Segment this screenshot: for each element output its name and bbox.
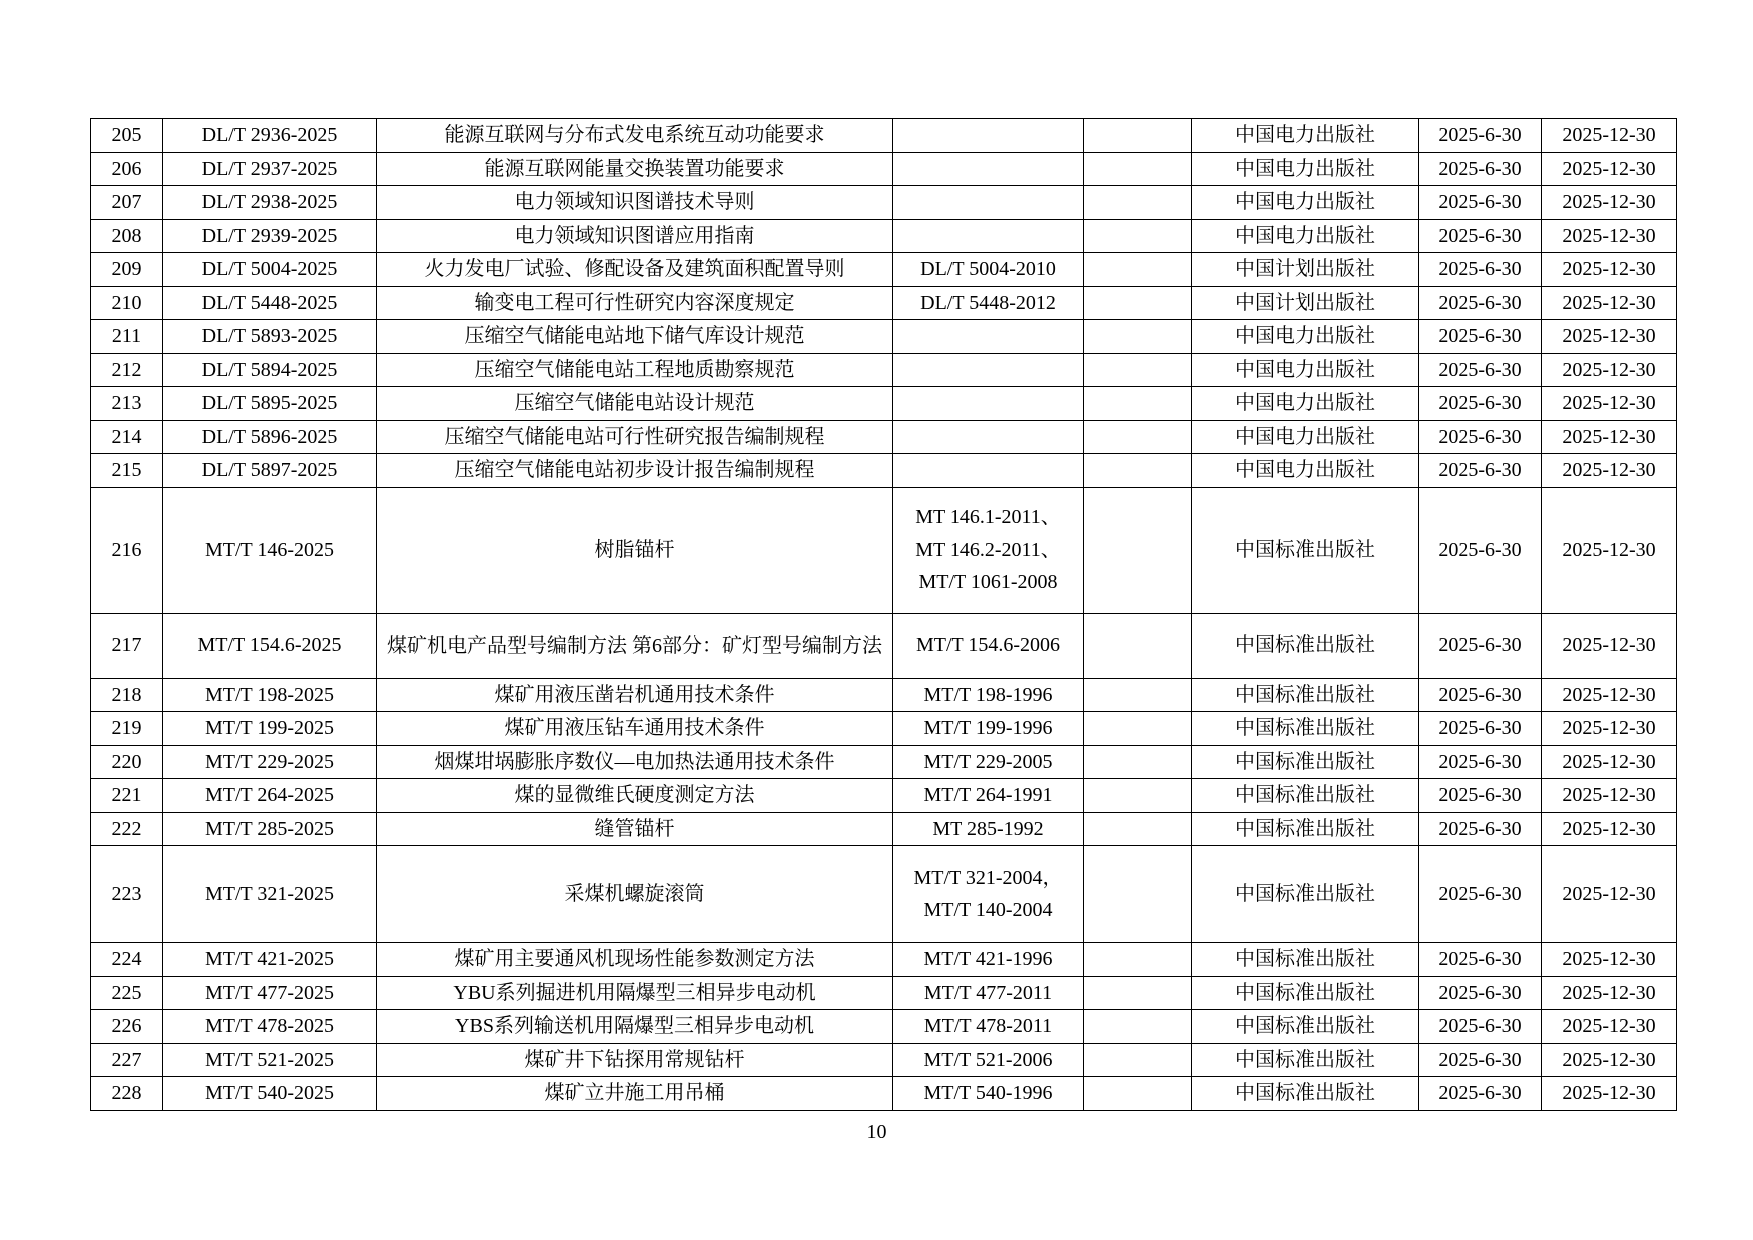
adopted-standard <box>1084 353 1192 387</box>
publish-date: 2025-6-30 <box>1419 712 1542 746</box>
implement-date: 2025-12-30 <box>1542 1043 1677 1077</box>
replaced-standard-code: MT/T 421-1996 <box>923 948 1053 970</box>
row-number: 222 <box>91 812 163 846</box>
publisher: 中国标准出版社 <box>1192 1043 1419 1077</box>
table-row <box>91 186 1677 220</box>
standard-code: MT/T 478-2025 <box>163 1010 377 1044</box>
adopted-standard <box>1084 152 1192 186</box>
standard-name: 煤矿用液压钻车通用技术条件 <box>377 712 893 746</box>
publish-date: 2025-6-30 <box>1419 846 1542 943</box>
standard-name: 电力领域知识图谱应用指南 <box>377 219 893 253</box>
row-number: 221 <box>91 779 163 813</box>
standard-name: 煤矿用液压凿岩机通用技术条件 <box>377 678 893 712</box>
replaced-standards <box>893 976 1084 1010</box>
row-number: 205 <box>91 119 163 153</box>
standard-name: 煤的显微维氏硬度测定方法 <box>377 779 893 813</box>
table-row <box>91 1010 1677 1044</box>
standard-code: DL/T 5895-2025 <box>163 387 377 421</box>
standard-name: 煤矿井下钻探用常规钻杆 <box>377 1043 893 1077</box>
standard-code: MT/T 285-2025 <box>163 812 377 846</box>
standard-name: YBS系列输送机用隔爆型三相异步电动机 <box>377 1010 893 1044</box>
row-number: 214 <box>91 420 163 454</box>
implement-date: 2025-12-30 <box>1542 454 1677 488</box>
replaced-standard-code: MT/T 521-2006 <box>923 1048 1053 1071</box>
implement-date: 2025-12-30 <box>1542 119 1677 153</box>
adopted-standard <box>1084 779 1192 813</box>
replaced-standards <box>893 454 1084 488</box>
adopted-standard <box>1084 712 1192 746</box>
table-row <box>91 613 1677 678</box>
implement-date: 2025-12-30 <box>1542 286 1677 320</box>
standard-code: MT/T 521-2025 <box>163 1043 377 1077</box>
replaced-standards <box>893 943 1084 977</box>
publisher: 中国标准出版社 <box>1192 712 1419 746</box>
publish-date: 2025-6-30 <box>1419 420 1542 454</box>
adopted-standard <box>1084 186 1192 220</box>
replaced-standards <box>893 1010 1084 1044</box>
adopted-standard <box>1084 846 1192 943</box>
standard-name: 压缩空气储能电站地下储气库设计规范 <box>377 320 893 354</box>
standard-code: DL/T 2937-2025 <box>163 152 377 186</box>
publish-date: 2025-6-30 <box>1419 286 1542 320</box>
standard-code: DL/T 5897-2025 <box>163 454 377 488</box>
table-row <box>91 320 1677 354</box>
implement-date: 2025-12-30 <box>1542 487 1677 613</box>
standard-name: 采煤机螺旋滚筒 <box>377 846 893 943</box>
replaced-standards <box>893 186 1084 220</box>
row-number: 218 <box>91 678 163 712</box>
standard-code: DL/T 5896-2025 <box>163 420 377 454</box>
implement-date: 2025-12-30 <box>1542 152 1677 186</box>
replaced-standards <box>893 286 1084 320</box>
adopted-standard <box>1084 943 1192 977</box>
publisher: 中国标准出版社 <box>1192 779 1419 813</box>
standard-code: MT/T 229-2025 <box>163 745 377 779</box>
page-number: 10 <box>866 1121 887 1143</box>
adopted-standard <box>1084 119 1192 153</box>
replaced-standards <box>893 678 1084 712</box>
publisher: 中国计划出版社 <box>1192 253 1419 287</box>
replaced-standards <box>893 1043 1084 1077</box>
implement-date: 2025-12-30 <box>1542 976 1677 1010</box>
replaced-standards <box>893 613 1084 678</box>
standard-name: 压缩空气储能电站可行性研究报告编制规程 <box>377 420 893 454</box>
adopted-standard <box>1084 253 1192 287</box>
replaced-standards <box>893 219 1084 253</box>
replaced-standards <box>893 1077 1084 1111</box>
implement-date: 2025-12-30 <box>1542 253 1677 287</box>
table-row <box>91 712 1677 746</box>
table-body <box>91 119 1677 1111</box>
publish-date: 2025-6-30 <box>1419 943 1542 977</box>
table-row <box>91 152 1677 186</box>
adopted-standard <box>1084 487 1192 613</box>
row-number: 210 <box>91 286 163 320</box>
table-row <box>91 219 1677 253</box>
publisher: 中国电力出版社 <box>1192 353 1419 387</box>
row-number: 225 <box>91 976 163 1010</box>
table-row <box>91 943 1677 977</box>
table-row <box>91 976 1677 1010</box>
publish-date: 2025-6-30 <box>1419 119 1542 153</box>
adopted-standard <box>1084 320 1192 354</box>
publisher: 中国标准出版社 <box>1192 976 1419 1010</box>
standard-code: DL/T 2936-2025 <box>163 119 377 153</box>
replaced-standard-code: MT 285-1992 <box>932 817 1044 840</box>
publish-date: 2025-6-30 <box>1419 779 1542 813</box>
replaced-standard-code: MT/T 229-2005 <box>923 750 1053 773</box>
publisher: 中国标准出版社 <box>1192 745 1419 779</box>
replaced-standard-code: MT/T 198-1996 <box>923 683 1053 706</box>
standard-name: 电力领域知识图谱技术导则 <box>377 186 893 220</box>
publisher: 中国计划出版社 <box>1192 286 1419 320</box>
row-number: 215 <box>91 454 163 488</box>
standard-name: YBU系列掘进机用隔爆型三相异步电动机 <box>377 976 893 1010</box>
publisher: 中国标准出版社 <box>1192 1010 1419 1044</box>
replaced-standard-code: MT/T 478-2011 <box>923 1015 1053 1037</box>
implement-date: 2025-12-30 <box>1542 420 1677 454</box>
replaced-standard-code: MT 146.1-2011、 <box>915 506 1061 529</box>
row-number: 223 <box>91 846 163 943</box>
table-row <box>91 353 1677 387</box>
replaced-standard-code: MT/T 264-1991 <box>923 784 1053 806</box>
standard-code: MT/T 198-2025 <box>163 678 377 712</box>
implement-date: 2025-12-30 <box>1542 387 1677 421</box>
implement-date: 2025-12-30 <box>1542 353 1677 387</box>
publisher: 中国标准出版社 <box>1192 846 1419 943</box>
standard-name: 树脂锚杆 <box>377 487 893 613</box>
replaced-standards <box>893 152 1084 186</box>
row-number: 211 <box>91 320 163 354</box>
publish-date: 2025-6-30 <box>1419 186 1542 220</box>
adopted-standard <box>1084 1043 1192 1077</box>
implement-date: 2025-12-30 <box>1542 846 1677 943</box>
replaced-standard-code: MT/T 154.6-2006 <box>915 634 1061 657</box>
row-number: 212 <box>91 353 163 387</box>
publish-date: 2025-6-30 <box>1419 678 1542 712</box>
standard-code: DL/T 5448-2025 <box>163 286 377 320</box>
adopted-standard <box>1084 745 1192 779</box>
publisher: 中国标准出版社 <box>1192 812 1419 846</box>
implement-date: 2025-12-30 <box>1542 1010 1677 1044</box>
row-number: 208 <box>91 219 163 253</box>
table-row <box>91 420 1677 454</box>
replaced-standard-code: MT 146.2-2011、 <box>915 538 1061 561</box>
publisher: 中国电力出版社 <box>1192 454 1419 488</box>
implement-date: 2025-12-30 <box>1542 613 1677 678</box>
replaced-standards <box>893 353 1084 387</box>
publish-date: 2025-6-30 <box>1419 387 1542 421</box>
replaced-standard-code: MT/T 321-2004， <box>913 866 1063 889</box>
table-row <box>91 779 1677 813</box>
publisher: 中国标准出版社 <box>1192 678 1419 712</box>
replaced-standard-code: DL/T 5448-2012 <box>920 291 1056 314</box>
standard-name: 能源互联网能量交换装置功能要求 <box>377 152 893 186</box>
implement-date: 2025-12-30 <box>1542 745 1677 779</box>
publisher: 中国标准出版社 <box>1192 1077 1419 1111</box>
standard-name: 压缩空气储能电站初步设计报告编制规程 <box>377 454 893 488</box>
publisher: 中国标准出版社 <box>1192 943 1419 977</box>
publisher: 中国电力出版社 <box>1192 186 1419 220</box>
publish-date: 2025-6-30 <box>1419 745 1542 779</box>
table-row <box>91 812 1677 846</box>
table-row <box>91 286 1677 320</box>
replaced-standard-code: MT/T 477-2011 <box>923 981 1053 1004</box>
table-row <box>91 1077 1677 1111</box>
replaced-standards <box>893 812 1084 846</box>
standard-code: DL/T 5894-2025 <box>163 353 377 387</box>
standard-code: MT/T 264-2025 <box>163 779 377 813</box>
table-row <box>91 387 1677 421</box>
implement-date: 2025-12-30 <box>1542 812 1677 846</box>
table-row <box>91 487 1677 613</box>
standard-name: 煤矿立井施工用吊桶 <box>377 1077 893 1111</box>
standard-name: 煤矿机电产品型号编制方法 第6部分：矿灯型号编制方法 <box>377 613 893 678</box>
replaced-standard-code: MT/T 199-1996 <box>923 717 1053 739</box>
table-row <box>91 1043 1677 1077</box>
replaced-standards <box>893 253 1084 287</box>
standard-code: DL/T 5893-2025 <box>163 320 377 354</box>
replaced-standards <box>893 487 1084 613</box>
table-row <box>91 846 1677 943</box>
adopted-standard <box>1084 1010 1192 1044</box>
table-row <box>91 745 1677 779</box>
standard-name: 压缩空气储能电站工程地质勘察规范 <box>377 353 893 387</box>
implement-date: 2025-12-30 <box>1542 186 1677 220</box>
implement-date: 2025-12-30 <box>1542 219 1677 253</box>
publish-date: 2025-6-30 <box>1419 353 1542 387</box>
implement-date: 2025-12-30 <box>1542 1077 1677 1111</box>
table-row <box>91 678 1677 712</box>
standard-code: DL/T 2939-2025 <box>163 219 377 253</box>
row-number: 206 <box>91 152 163 186</box>
adopted-standard <box>1084 387 1192 421</box>
publish-date: 2025-6-30 <box>1419 454 1542 488</box>
publisher: 中国电力出版社 <box>1192 152 1419 186</box>
row-number: 207 <box>91 186 163 220</box>
publisher: 中国电力出版社 <box>1192 320 1419 354</box>
row-number: 224 <box>91 943 163 977</box>
standard-name: 煤矿用主要通风机现场性能参数测定方法 <box>377 943 893 977</box>
replaced-standards <box>893 420 1084 454</box>
publish-date: 2025-6-30 <box>1419 253 1542 287</box>
replaced-standards <box>893 712 1084 746</box>
publisher: 中国标准出版社 <box>1192 487 1419 613</box>
adopted-standard <box>1084 286 1192 320</box>
row-number: 228 <box>91 1077 163 1111</box>
table-row <box>91 253 1677 287</box>
publish-date: 2025-6-30 <box>1419 613 1542 678</box>
standard-name: 压缩空气储能电站设计规范 <box>377 387 893 421</box>
adopted-standard <box>1084 976 1192 1010</box>
publish-date: 2025-6-30 <box>1419 1043 1542 1077</box>
standard-name: 烟煤坩埚膨胀序数仪—电加热法通用技术条件 <box>377 745 893 779</box>
publish-date: 2025-6-30 <box>1419 487 1542 613</box>
replaced-standards <box>893 745 1084 779</box>
publish-date: 2025-6-30 <box>1419 152 1542 186</box>
replaced-standard-code: MT/T 540-1996 <box>923 1082 1053 1104</box>
standard-code: MT/T 477-2025 <box>163 976 377 1010</box>
publish-date: 2025-6-30 <box>1419 1010 1542 1044</box>
adopted-standard <box>1084 613 1192 678</box>
table-row <box>91 119 1677 153</box>
publish-date: 2025-6-30 <box>1419 219 1542 253</box>
replaced-standards <box>893 779 1084 813</box>
row-number: 209 <box>91 253 163 287</box>
replaced-standards <box>893 387 1084 421</box>
standards-table <box>90 118 1677 1111</box>
replaced-standard-code: DL/T 5004-2010 <box>920 258 1056 280</box>
standard-name: 输变电工程可行性研究内容深度规定 <box>377 286 893 320</box>
row-number: 219 <box>91 712 163 746</box>
standard-code: DL/T 2938-2025 <box>163 186 377 220</box>
standard-code: MT/T 146-2025 <box>163 487 377 613</box>
publisher: 中国电力出版社 <box>1192 387 1419 421</box>
row-number: 227 <box>91 1043 163 1077</box>
standard-name: 缝管锚杆 <box>377 812 893 846</box>
implement-date: 2025-12-30 <box>1542 712 1677 746</box>
standard-code: DL/T 5004-2025 <box>163 253 377 287</box>
publisher: 中国电力出版社 <box>1192 219 1419 253</box>
standard-name: 火力发电厂试验、修配设备及建筑面积配置导则 <box>377 253 893 287</box>
adopted-standard <box>1084 1077 1192 1111</box>
standard-name: 能源互联网与分布式发电系统互动功能要求 <box>377 119 893 153</box>
replaced-standards <box>893 846 1084 943</box>
implement-date: 2025-12-30 <box>1542 779 1677 813</box>
row-number: 216 <box>91 487 163 613</box>
row-number: 213 <box>91 387 163 421</box>
replaced-standard-code: MT/T 1061-2008 <box>918 571 1058 594</box>
publisher: 中国标准出版社 <box>1192 613 1419 678</box>
standard-code: MT/T 199-2025 <box>163 712 377 746</box>
adopted-standard <box>1084 219 1192 253</box>
replaced-standard-code: MT/T 140-2004 <box>923 899 1053 921</box>
publish-date: 2025-6-30 <box>1419 320 1542 354</box>
adopted-standard <box>1084 420 1192 454</box>
replaced-standards <box>893 119 1084 153</box>
publish-date: 2025-6-30 <box>1419 812 1542 846</box>
replaced-standards <box>893 320 1084 354</box>
implement-date: 2025-12-30 <box>1542 943 1677 977</box>
row-number: 226 <box>91 1010 163 1044</box>
adopted-standard <box>1084 678 1192 712</box>
implement-date: 2025-12-30 <box>1542 678 1677 712</box>
adopted-standard <box>1084 812 1192 846</box>
publisher: 中国电力出版社 <box>1192 119 1419 153</box>
standard-code: MT/T 321-2025 <box>163 846 377 943</box>
standard-code: MT/T 540-2025 <box>163 1077 377 1111</box>
standard-code: MT/T 154.6-2025 <box>163 613 377 678</box>
row-number: 220 <box>91 745 163 779</box>
standard-code: MT/T 421-2025 <box>163 943 377 977</box>
publish-date: 2025-6-30 <box>1419 1077 1542 1111</box>
publisher: 中国电力出版社 <box>1192 420 1419 454</box>
adopted-standard <box>1084 454 1192 488</box>
row-number: 217 <box>91 613 163 678</box>
table-row <box>91 454 1677 488</box>
implement-date: 2025-12-30 <box>1542 320 1677 354</box>
publish-date: 2025-6-30 <box>1419 976 1542 1010</box>
